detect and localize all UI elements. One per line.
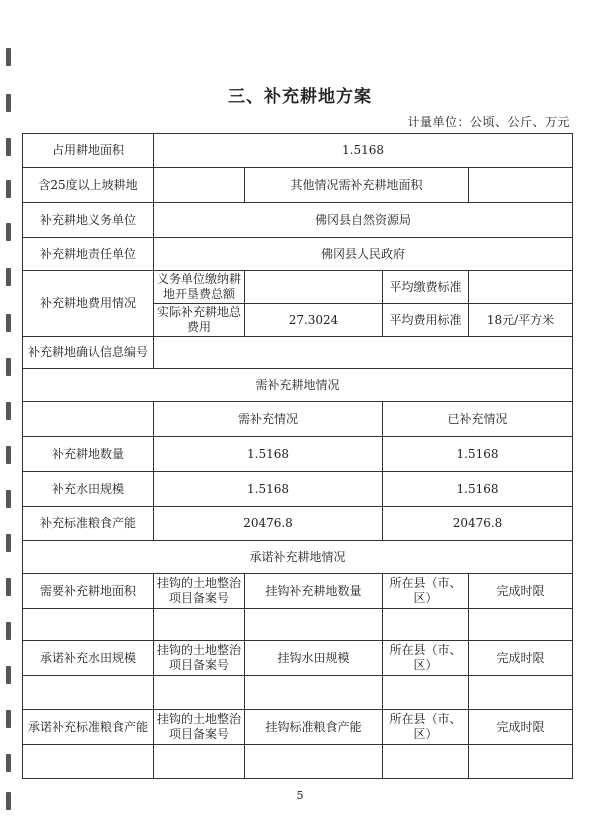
actual-cost-value: 27.3024 [245,304,383,337]
promise-county-label: 所在县（市、区） [383,710,469,745]
table-row [23,271,573,304]
confirm-code-value [154,337,573,369]
confirm-code-label: 补充耕地确认信息编号 [23,337,154,369]
table-row [23,369,573,402]
promise-group-label: 承诺补充标准粮食产能 [23,710,154,745]
binder-mark [6,578,11,596]
binder-mark [6,710,11,728]
table-row [23,641,573,676]
binder-mark [6,490,11,508]
promise-deadline-label: 完成时限 [469,574,573,609]
promise-county-label: 所在县（市、区） [383,574,469,609]
binder-mark [6,180,11,198]
table-row [23,203,573,238]
avg-fee-value [469,271,573,304]
unit-note: 计量单位：公顷、公斤、万元 [407,115,570,129]
binder-mark [6,223,11,241]
binder-mark [6,534,11,552]
empty-cell [23,402,154,437]
need-item-done: 1.5168 [383,437,573,472]
need-item-label: 补充水田规模 [23,472,154,507]
table-row [23,134,573,168]
promise-group-label: 承诺补充水田规模 [23,641,154,676]
table-row [23,402,573,437]
table-row [23,541,573,574]
binder-mark [6,48,11,66]
avg-cost-value: 18元/平方米 [469,304,573,337]
table-row [23,676,573,710]
table-row [23,609,573,641]
need-item-need: 1.5168 [154,472,383,507]
promise-measure-label: 挂钩标准粮食产能 [245,710,383,745]
obligation-unit-label: 补充耕地义务单位 [23,203,154,238]
responsible-unit-value: 佛冈县人民政府 [154,238,573,271]
need-item-done: 20476.8 [383,507,573,541]
table-row [23,168,573,203]
binder-mark [6,314,11,332]
other-area-label: 其他情况需补充耕地面积 [245,168,469,203]
occupied-area-label: 占用耕地面积 [23,134,154,168]
table-row [23,437,573,472]
need-item-need: 1.5168 [154,437,383,472]
binder-mark [6,402,11,420]
avg-fee-label: 平均缴费标准 [383,271,469,304]
promise-deadline-label: 完成时限 [469,641,573,676]
binder-mark [6,446,11,464]
promise-measure-label: 挂钩水田规模 [245,641,383,676]
total-fee-label: 义务单位缴纳耕地开垦费总额 [154,271,245,304]
responsible-unit-label: 补充耕地责任单位 [23,238,154,271]
promise-group-label: 需要补充耕地面积 [23,574,154,609]
promise-project-label: 挂钩的土地整治项目备案号 [154,641,245,676]
slope-label: 含25度以上坡耕地 [23,168,154,203]
table-row [23,745,573,779]
binder-mark [6,754,11,772]
table-row [23,574,573,609]
table-row [23,337,573,369]
need-item-label: 补充标准粮食产能 [23,507,154,541]
promise-project-label: 挂钩的土地整治项目备案号 [154,710,245,745]
need-section-header: 需补充耕地情况 [23,369,573,402]
promise-measure-label: 挂钩补充耕地数量 [245,574,383,609]
page-title: 三、补充耕地方案 [228,87,372,107]
promise-deadline-label: 完成时限 [469,710,573,745]
obligation-unit-value: 佛冈县自然资源局 [154,203,573,238]
supplement-plan-table [22,133,573,779]
promise-section-header: 承诺补充耕地情况 [23,541,573,574]
page-number: 5 [296,789,304,802]
need-item-done: 1.5168 [383,472,573,507]
other-area-value [469,168,573,203]
table-row [23,472,573,507]
table-row [23,238,573,271]
need-item-label: 补充耕地数量 [23,437,154,472]
promise-project-label: 挂钩的土地整治项目备案号 [154,574,245,609]
done-column-header: 已补充情况 [383,402,573,437]
total-fee-value [245,271,383,304]
binder-mark [6,622,11,640]
binder-mark [6,138,11,156]
occupied-area-value: 1.5168 [154,134,573,168]
avg-cost-label: 平均费用标准 [383,304,469,337]
binder-mark [6,358,11,376]
binder-mark [6,268,11,286]
slope-value [154,168,245,203]
promise-county-label: 所在县（市、区） [383,641,469,676]
table-row [23,710,573,745]
cost-label: 补充耕地费用情况 [23,271,154,337]
need-column-header: 需补充情况 [154,402,383,437]
table-row [23,507,573,541]
actual-cost-label: 实际补充耕地总费用 [154,304,245,337]
binder-mark [6,666,11,684]
need-item-need: 20476.8 [154,507,383,541]
